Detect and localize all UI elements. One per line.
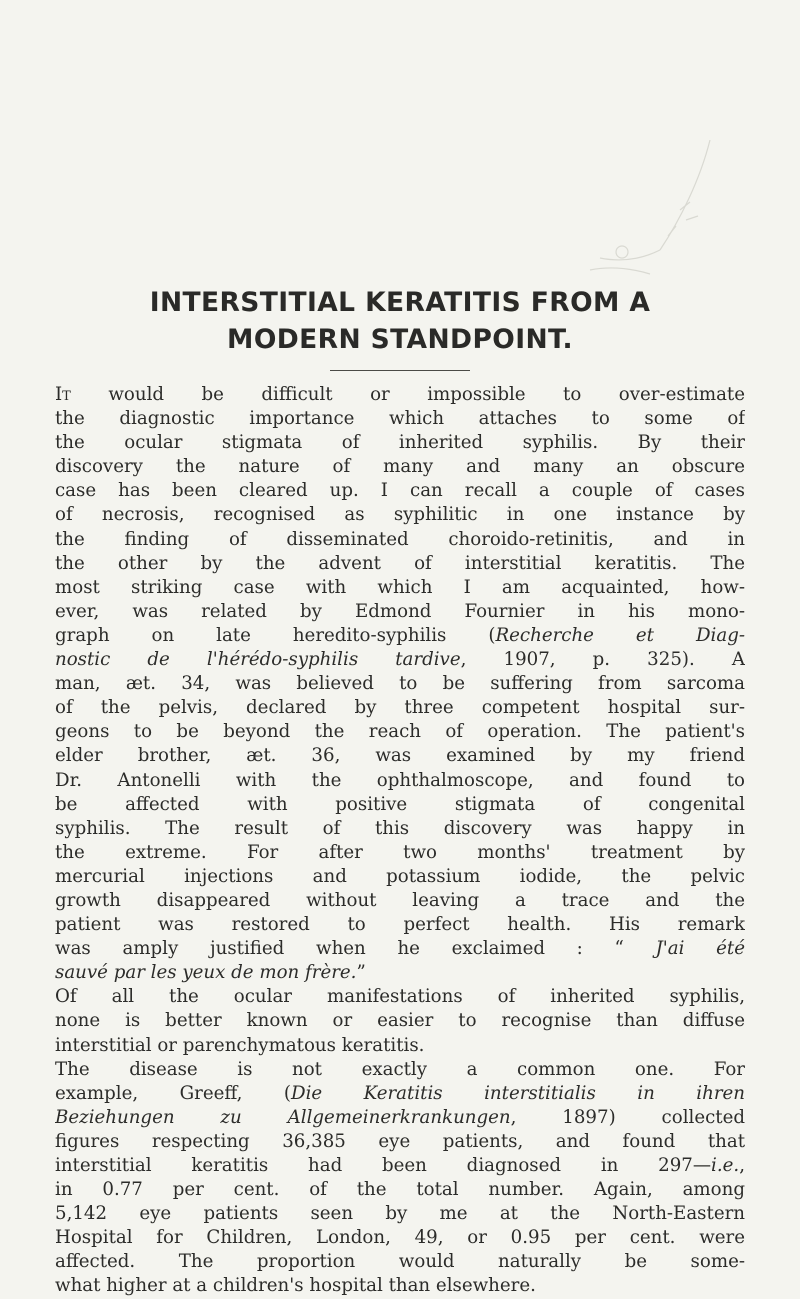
text-line: the other by the advent of interstitial keratitis. The [55,552,745,574]
text-line: The disease is not exactly a common one. For [55,1058,745,1080]
italic-abbrev: i.e. [711,1155,740,1176]
text-line: 5,142 eye patients seen by me at the North-Eastern [55,1203,745,1225]
text-line: the extreme. For after two months' treatment by [55,841,745,863]
chapter-title-line-2: MODERN STANDPOINT. [227,324,573,355]
text-line: the diagnostic importance which attaches to some of [55,408,745,430]
title-divider [330,370,470,371]
text-line: elder brother, æt. 36, was examined by my friend [55,745,745,767]
italic-quote: sauvé par les yeux de mon frère. [55,962,357,984]
text-line: example, Greeff, (Die Keratitis interstitialis in ihren [55,1082,745,1104]
text-line: what higher at a children's hospital than elsewhere. [55,1275,536,1297]
drop-word: It [55,384,71,405]
text-line: interstitial or parenchymatous keratitis. [55,1034,425,1056]
italic-citation: nostic de l'hérédo-syphilis tardive [55,649,461,671]
text-line: affected. The proportion would naturally be some- [55,1251,745,1273]
text-line: Beziehungen zu Allgemeinerkrankungen, 1897) collected [55,1106,745,1128]
italic-citation: Recherche et Diag- [495,624,745,646]
text-line: none is better known or easier to recognise than diffuse [55,1010,745,1032]
text-line: discovery the nature of many and many an obscure [55,456,745,478]
bleed-through-ornament [560,140,730,280]
text-line: of the pelvis, declared by three competent hospital sur- [55,697,745,719]
text-line: geons to be beyond the reach of operation. The patient's [55,721,745,743]
text-line: of necrosis, recognised as syphilitic in one instance by [55,504,745,526]
text-line: be affected with positive stigmata of congenital [55,793,745,815]
text-line: graph on late heredito-syphilis (Recherche et Diag- [55,624,745,646]
italic-citation: Beziehungen zu Allgemeinerkrankungen [55,1106,511,1128]
text-line: sauvé par les yeux de mon frère.” [55,962,366,984]
text-line: patient was restored to perfect health. His remark [55,914,745,936]
text-line: nostic de l'hérédo-syphilis tardive, 1907, p. 325). A [55,649,745,671]
text-line: the ocular stigmata of inherited syphilis. By their [55,432,745,454]
text-line: Dr. Antonelli with the ophthalmoscope, and found to [55,769,745,791]
text-line [55,383,745,407]
line-text: would be difficult or impossible to over-estimate [70,384,745,405]
italic-citation: Die Keratitis interstitialis in ihren [290,1082,745,1104]
text-line: Of all the ocular manifestations of inherited syphilis, [55,986,745,1008]
text-line: most striking case with which I am acquainted, how- [55,576,745,598]
text-line: ever, was related by Edmond Fournier in his mono- [55,600,745,622]
chapter-title-line-1: INTERSTITIAL KERATITIS FROM A [149,287,651,318]
text-line: case has been cleared up. I can recall a couple of cases [55,480,745,502]
text-line: figures respecting 36,385 eye patients, and found that [55,1130,745,1152]
text-line: was amply justified when he exclaimed : “ J'ai été [55,938,745,960]
text-line: man, æt. 34, was believed to be suffering from sarcoma [55,673,745,695]
text-line: mercurial injections and potassium iodide, the pelvic [55,865,745,887]
text-line: syphilis. The result of this discovery was happy in [55,817,745,839]
text-line: interstitial keratitis had been diagnosed in 297—i.e., [55,1155,745,1176]
text-line: growth disappeared without leaving a trace and the [55,889,745,911]
italic-quote: J'ai été [655,938,745,960]
body-text [55,383,745,1299]
text-line: Hospital for Children, London, 49, or 0.95 per cent. were [55,1227,745,1249]
text-line: in 0.77 per cent. of the total number. Again, among [55,1179,745,1201]
text-line: the finding of disseminated choroido-retinitis, and in [55,528,745,550]
